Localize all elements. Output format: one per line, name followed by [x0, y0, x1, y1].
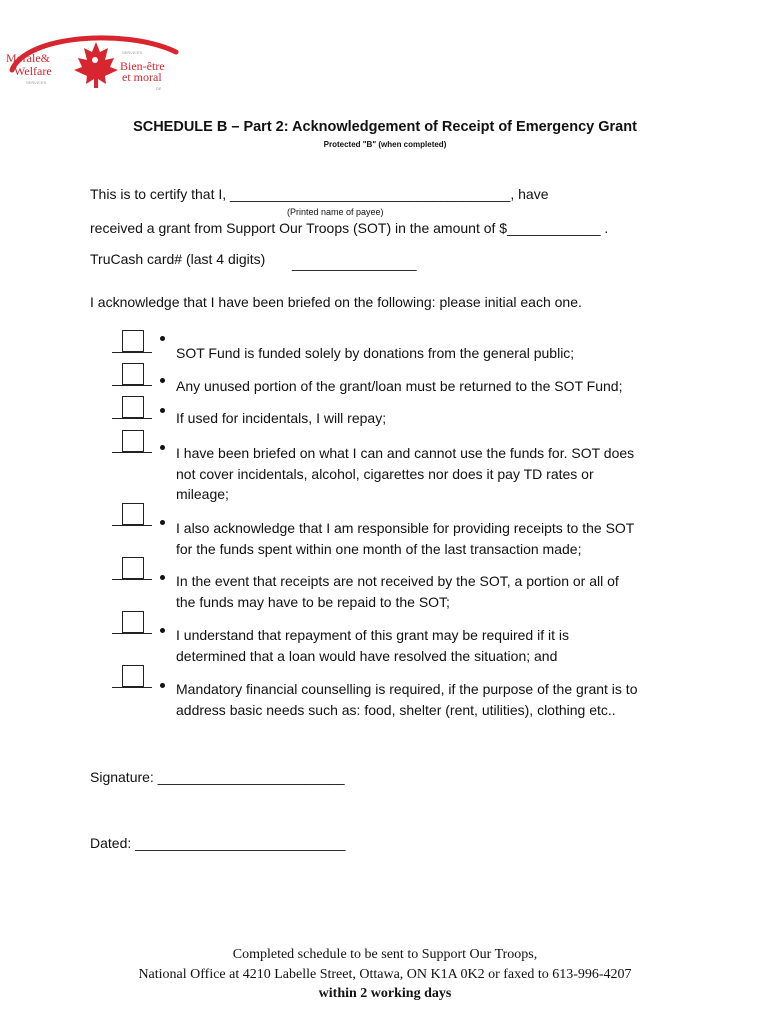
- trucash-field[interactable]: ________________: [292, 255, 417, 271]
- signature-row: [90, 769, 345, 785]
- bullet-icon: [160, 628, 165, 633]
- payee-name-field[interactable]: ____________________________________: [230, 186, 511, 202]
- signature-field[interactable]: ________________________: [157, 769, 345, 785]
- item-text: Any unused portion of the grant/loan must be returned to the SOT Fund;: [176, 378, 623, 394]
- item-text: If used for incidentals, I will repay;: [176, 410, 387, 426]
- document-title: SCHEDULE B – Part 2: Acknowledgement of Receipt of Emergency Grant: [133, 119, 637, 135]
- initial-checkbox[interactable]: [122, 557, 144, 579]
- grant-end: .: [600, 220, 609, 236]
- bullet-icon: [160, 445, 165, 450]
- certify-suffix: , have: [510, 186, 549, 202]
- initial-checkbox[interactable]: [122, 430, 144, 452]
- initial-line[interactable]: [112, 579, 152, 580]
- grant-line: [90, 220, 608, 236]
- bullet-icon: [160, 575, 165, 580]
- dated-label: Dated:: [90, 835, 136, 851]
- certify-line: [90, 186, 549, 202]
- item-text: SOT Fund is funded solely by donations from the general public;: [176, 345, 575, 361]
- signature-label: Signature:: [90, 769, 158, 785]
- item-text: I have been briefed on what I can and cannot use the funds for. SOT does not cover incidentals, alcohol, cigarettes nor does it pay TD rates or mileage;: [176, 445, 635, 502]
- date-field[interactable]: ___________________________: [135, 835, 346, 851]
- bullet-icon: [160, 683, 165, 688]
- logo-text-left-1: Morale&: [6, 51, 50, 65]
- initial-line[interactable]: [112, 633, 152, 634]
- acknowledge-intro: I acknowledge that I have been briefed on the following: please initial each one.: [90, 294, 582, 310]
- item-text: I also acknowledge that I am responsible for providing receipts to the SOT for the funds spent within one month of the last transaction made;: [176, 520, 635, 557]
- item-text: Mandatory financial counselling is required, if the purpose of the grant is to address basic needs such as: food, shelter (rent, utilities), clothing etc..: [176, 681, 638, 718]
- grant-text: received a grant from Support Our Troops (SOT) in the amount of $: [90, 220, 508, 236]
- dated-row: [90, 835, 345, 851]
- item-text: In the event that receipts are not received by the SOT, a portion or all of the funds may have to be repaid to the SOT;: [176, 573, 619, 610]
- initial-line[interactable]: [112, 352, 152, 353]
- logo-graphic: [6, 30, 186, 92]
- amount-field[interactable]: ____________: [507, 220, 601, 236]
- footer-line-2: National Office at 4210 Labelle Street, Ottawa, ON K1A 0K2 or faxed to 613-996-4207: [138, 966, 632, 982]
- initial-line[interactable]: [112, 385, 152, 386]
- logo-text-right-1: Bien-être: [120, 59, 165, 73]
- logo-text-right-2: et moral: [122, 70, 162, 84]
- logo-text-left-3: SERVICES: [26, 80, 47, 85]
- document-subtitle: Protected "B" (when completed): [323, 140, 447, 149]
- bullet-icon: [160, 408, 165, 413]
- payee-caption: (Printed name of payee): [287, 207, 384, 217]
- certify-prefix: This is to certify that I,: [90, 186, 231, 202]
- initial-checkbox[interactable]: [122, 611, 144, 633]
- bullet-icon: [160, 378, 165, 383]
- footer-line-1: Completed schedule to be sent to Support Our Troops,: [232, 947, 538, 962]
- bullet-icon: [160, 520, 165, 525]
- footer-note: [0, 945, 770, 1004]
- initial-line[interactable]: [112, 418, 152, 419]
- initial-checkbox[interactable]: [122, 363, 144, 385]
- initial-line[interactable]: [112, 687, 152, 688]
- cfmws-logo: [6, 30, 186, 92]
- initial-checkbox[interactable]: [122, 665, 144, 687]
- item-text: I understand that repayment of this grant may be required if it is determined that a loan would have resolved the situation; and: [176, 627, 569, 664]
- initial-checkbox[interactable]: [122, 503, 144, 525]
- initial-checkbox[interactable]: [122, 330, 144, 352]
- trucash-label: TruCash card# (last 4 digits): [90, 251, 266, 267]
- footer-line-3: within 2 working days: [318, 986, 452, 1001]
- logo-text-right-small-bottom: DE: [156, 86, 162, 91]
- logo-text-right-small-top: SERVICES: [122, 50, 143, 55]
- logo-text-left-2: Welfare: [14, 64, 52, 78]
- initial-line[interactable]: [112, 525, 152, 526]
- initial-line[interactable]: [112, 452, 152, 453]
- bullet-icon: [160, 336, 165, 341]
- initial-checkbox[interactable]: [122, 396, 144, 418]
